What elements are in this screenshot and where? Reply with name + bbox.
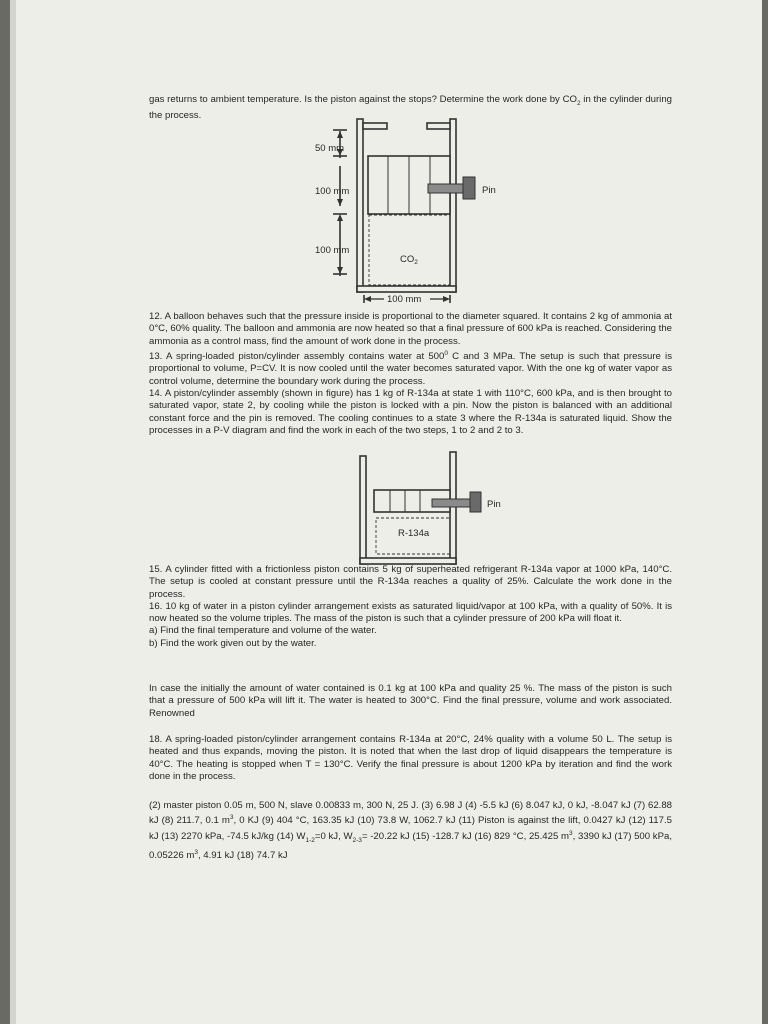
document-page [10, 0, 762, 1024]
problem-15: 15. A cylinder fitted with a frictionless piston contains 5 kg of superheated refrigerant R-134a vapor at 1000 kPa, 140°C. The setup is cooled at constant pressure until the R-134a reaches a quality of 25%. Calculate the work done in the process. [149, 564, 672, 600]
problem-14: 14. A piston/cylinder assembly (shown in figure) has 1 kg of R-134a at state 1 with 110°C, 600 kPa, and is then brought to saturated vapor, state 2, by cooling while the piston is locked with a pin. Now the piston is balanced with an additional constant force and the pin is removed. The cooling continues to a state 3 where the R-134a is saturated liquid. Show the processes in a P-V diagram and find the work in each of the two steps, 1 to 2 and 2 to 3. [149, 387, 672, 436]
dim-50mm: 50 mm [315, 143, 345, 154]
pin-shaft [428, 184, 465, 193]
problem-16b: b) Find the work given out by the water. [149, 637, 317, 649]
pin-shaft-2 [432, 499, 472, 507]
problem-17: In case the initially the amount of water contained is 0.1 kg at 100 kPa and quality 25 %. The mass of the piston is such that a pressure of 500 kPa will lift it. The water is heated to 300°C. Find the final pressure, volume and work associated. Renowned [149, 683, 672, 719]
pin-label: Pin [482, 185, 496, 196]
problem-18: 18. A spring-loaded piston/cylinder arrangement contains R-134a at 20°C, 24% quality with a volume 50 L. The setup is heated and thus expands, moving the piston. It is noted that when the last drop of liquid disappears the temperature is 40°C. The heating is stopped when T = 130°C. Verify the final pressure is about 1200 kPa by iteration and find the work done in the process. [149, 734, 672, 782]
answers-block: (2) master piston 0.05 m, 500 N, slave 0.00833 m, 300 N, 25 J. (3) 6.98 J (4) -5.5 kJ (6) 8.047 kJ, 0 kJ, -8.047 kJ (7) 62.88 kJ (8) 211.7, 0.1 $m^3$, 0 KJ (9) 404 °C, 163.35 kJ (10) 73.8 W, 1062.7 kJ (11) Piston is against the lift, 0.0427 kJ (12) 117.5 kJ (13) 2270 kPa, -74.5 kJ/kg (14) $W_{1-2}=0$ kJ, $W_{2-3}= -20.22$ kJ (15) -128.7 kJ (16) 829 °C, 25.425 $m^3$, 3390 kJ (17) 500 kPa, 0.05226 $m^3$, 4.91 kJ (18) 74.7 kJ [149, 800, 672, 862]
gas-label-co2: $CO_2$ [400, 254, 418, 266]
problems-12-14 [149, 311, 672, 437]
r134a-cylinder-figure [350, 450, 520, 570]
piston-cylinder-figure [300, 116, 520, 308]
problems-15-16 [149, 564, 672, 650]
dim-width: 100 mm [387, 294, 422, 305]
gas-label-r134a: R-134a [398, 528, 430, 539]
problem-12: 12. A balloon behaves such that the pressure inside is proportional to the diameter squared. It contains 2 kg of ammonia at 0°C, 60% quality. The balloon and ammonia are now heated so that a final pressure of 600 kPa is reached. Considering the ammonia as a control mass, find the amount of work done in the process. [149, 311, 672, 347]
dim-100mm-gas: 100 mm [315, 245, 350, 256]
problem-16: 16. 10 kg of water in a piston cylinder arrangement exists as saturated liquid/vapor at 100 kPa, with a quality of 50%. It is now heated so the volume triples. The mass of the piston is such that a cylinder pressure of 200 kPa will float it. [149, 600, 672, 625]
pin-head [463, 177, 475, 199]
intro-text: gas returns to ambient temperature. Is the piston against the stops? Determine the work done by CO [149, 94, 577, 105]
problem-13: 13. A spring-loaded piston/cylinder assembly contains water at $500^0$ C and 3 MPa. The setup is such that pressure is proportional to volume, P=CV. It is now cooled until the water becomes saturated vapor. With the one kg of water vapor as control volume, determine the boundary work during the process. [149, 349, 672, 387]
pin-head-2 [470, 492, 481, 512]
pin-label-2: Pin [487, 499, 501, 510]
dim-100mm-piston: 100 mm [315, 186, 350, 197]
problem-16a: a) Find the final temperature and volume of the water. [149, 625, 377, 637]
problem-intro: gas returns to ambient temperature. Is the piston against the stops? Determine the work done by $CO_2$ in the cylinder during the process. [149, 94, 672, 122]
